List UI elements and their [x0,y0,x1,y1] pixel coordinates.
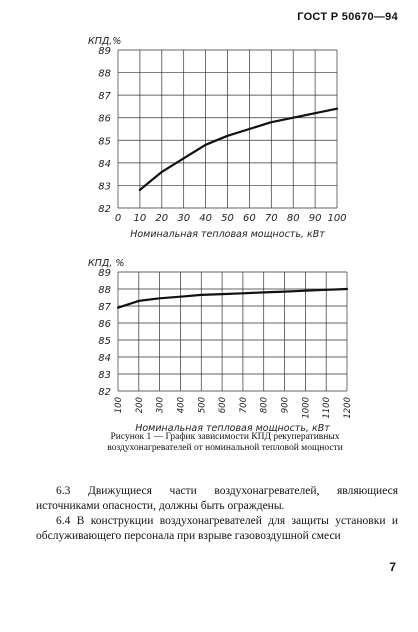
paragraph-6-4: 6.4 В конструкции воздухонагревателей для защиты установки и обслуживающего персонала при взрыве газовоздушной смеси [36,515,398,542]
x-tick-label: 300 [155,397,166,414]
x-tick-label: 0 [114,213,122,224]
data-point [179,296,181,298]
x-tick-label: 700 [238,397,249,414]
data-point [200,294,202,296]
x-tick-label: 60 [243,213,256,224]
x-tick-label: 400 [176,397,187,414]
y-tick-label: 88 [98,285,111,296]
data-point [325,289,327,291]
x-tick-label: 100 [114,397,124,414]
data-point [263,291,265,293]
y-tick-label: 82 [98,387,111,398]
data-point [139,189,141,191]
x-tick-label: 600 [218,397,229,414]
x-tick-label: 100 [327,213,347,224]
y-axis-label: КПД, % [88,258,125,269]
data-point [292,117,294,119]
y-tick-label: 84 [98,353,111,364]
x-tick-label: 90 [308,213,322,224]
data-point [221,293,223,295]
figure-caption: Рисунок 1 — График зависимости КПД рекуперативных воздухонагревателей от номинальной тепловой мощности [107,432,343,453]
data-point [346,288,348,290]
y-tick-label: 88 [98,68,111,80]
x-axis-label: Номинальная тепловая мощность, кВт [130,229,325,240]
y-axis-label: КПД,% [88,36,122,47]
data-point [117,307,119,309]
x-tick-label: 20 [155,213,169,224]
y-tick-label: 87 [98,302,111,313]
y-tick-label: 85 [98,136,111,148]
data-point [270,121,272,123]
x-tick-label: 1000 [301,397,312,419]
y-tick-label: 86 [98,319,111,330]
x-tick-label: 80 [286,213,300,224]
data-point [227,135,229,137]
data-point [138,300,140,302]
x-tick-label: 70 [264,213,278,224]
paragraph-6-3: 6.3 Движущиеся части воздухонагревателей, являющиеся источниками опасности, должны быть ограждены. [36,485,398,512]
x-tick-label: 1100 [322,397,333,419]
x-tick-label: 800 [259,397,270,414]
x-tick-label: 200 [134,397,145,414]
data-point [161,171,163,173]
y-tick-label: 83 [98,370,111,381]
y-tick-label: 86 [98,113,111,125]
document-code: ГОСТ Р 50670—94 [297,11,398,23]
data-point [183,157,185,159]
x-tick-label: 40 [199,213,212,224]
data-point [304,290,306,292]
y-tick-label: 87 [98,91,111,103]
page-number: 7 [389,560,396,574]
data-point [205,144,207,146]
y-tick-label: 89 [98,46,111,57]
y-tick-label: 84 [98,158,111,170]
y-tick-label: 82 [98,204,111,215]
y-tick-label: 85 [98,336,111,347]
data-point [159,297,161,299]
data-point [336,108,338,110]
x-tick-label: 1200 [343,397,353,419]
data-point [284,291,286,293]
x-tick-label: 900 [280,397,291,414]
x-tick-label: 10 [133,213,147,224]
chart-efficiency-high-power [0,250,418,434]
y-tick-label: 89 [98,268,111,279]
data-point [248,128,250,130]
data-point [314,112,316,114]
chart-efficiency-low-power [0,30,418,240]
x-tick-label: 50 [221,213,234,224]
x-tick-label: 500 [197,397,208,414]
x-axis-label: Номинальная тепловая мощность, кВт [135,423,330,434]
efficiency-curve [140,109,337,190]
x-tick-label: 30 [177,213,191,224]
data-point [242,292,244,294]
y-tick-label: 83 [98,181,111,193]
efficiency-curve [118,289,347,308]
